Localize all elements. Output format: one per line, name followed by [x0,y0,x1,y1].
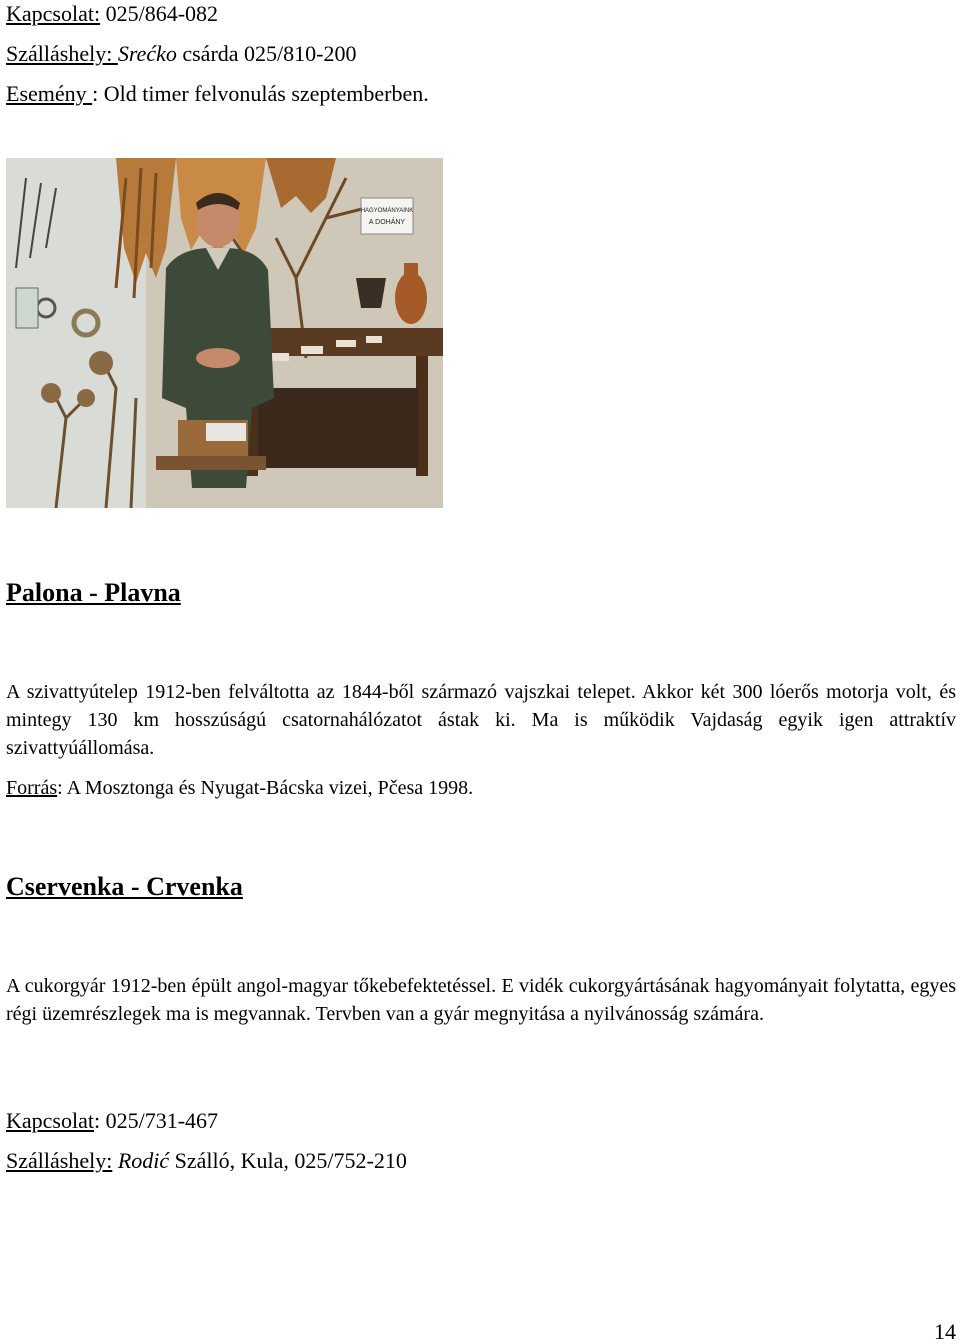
event-label: Esemény [6,81,93,106]
section-paragraph-cservenka: A cukorgyár 1912-ben épült angol-magyar tőkebefektetéssel. E vidék cukorgyártásának hagyományait folytatta, egyes régi üzemrészlegek ma is megvannak. Tervben van a gyár megnyitása a nyilvánosság számára. [6,975,956,1025]
contact-value-bottom: : 025/731-467 [93,1108,219,1133]
contact-value: 025/864-082 [100,1,219,26]
section-title-cservenka: Cservenka - Crvenka [6,872,243,901]
contact-label: Kapcsolat: [6,1,101,26]
contact-label-bottom: Kapcsolat [6,1108,94,1133]
section-paragraph-palona: A szivattyútelep 1912-ben felváltotta az 1844-ből származó vajszkai telepet. Akkor két 300 lóerős motorja volt, és mintegy 130 km hosszúságú csatornahálózatot ástak ki. Ma is működik Vajdaság egyik igen attraktív szivattyúállomása. [6,681,956,759]
lodging-details: csárda 025/810-200 [176,41,357,66]
lodging-label-bottom: Szálláshely: [6,1148,113,1173]
section-title-palona: Palona - Plavna [6,578,181,607]
page-number: 14 [934,1319,956,1344]
lodging-name-bottom: Rodić [117,1148,170,1173]
source-label: Forrás [6,777,58,799]
event-line [6,81,429,107]
museum-photo [6,158,443,508]
lodging-line [6,41,356,67]
contact-line [6,1,218,27]
event-value: : Old timer felvonulás szeptemberben. [92,81,429,106]
sign-text-2: A DOHÁNY [368,219,406,226]
source-text: : A Mosztonga és Nyugat-Bácska vizei, Pčesa 1998. [57,777,474,799]
lodging-details-bottom: Szálló, Kula, 025/752-210 [169,1148,407,1173]
contact-line-bottom [6,1108,218,1134]
lodging-label: Szálláshely: [6,41,118,66]
lodging-line-bottom [6,1148,407,1174]
source-line [6,775,473,801]
lodging-name: Srećko [117,41,177,66]
sign-text-1: HAGYOMÁNYAINK [360,208,414,214]
